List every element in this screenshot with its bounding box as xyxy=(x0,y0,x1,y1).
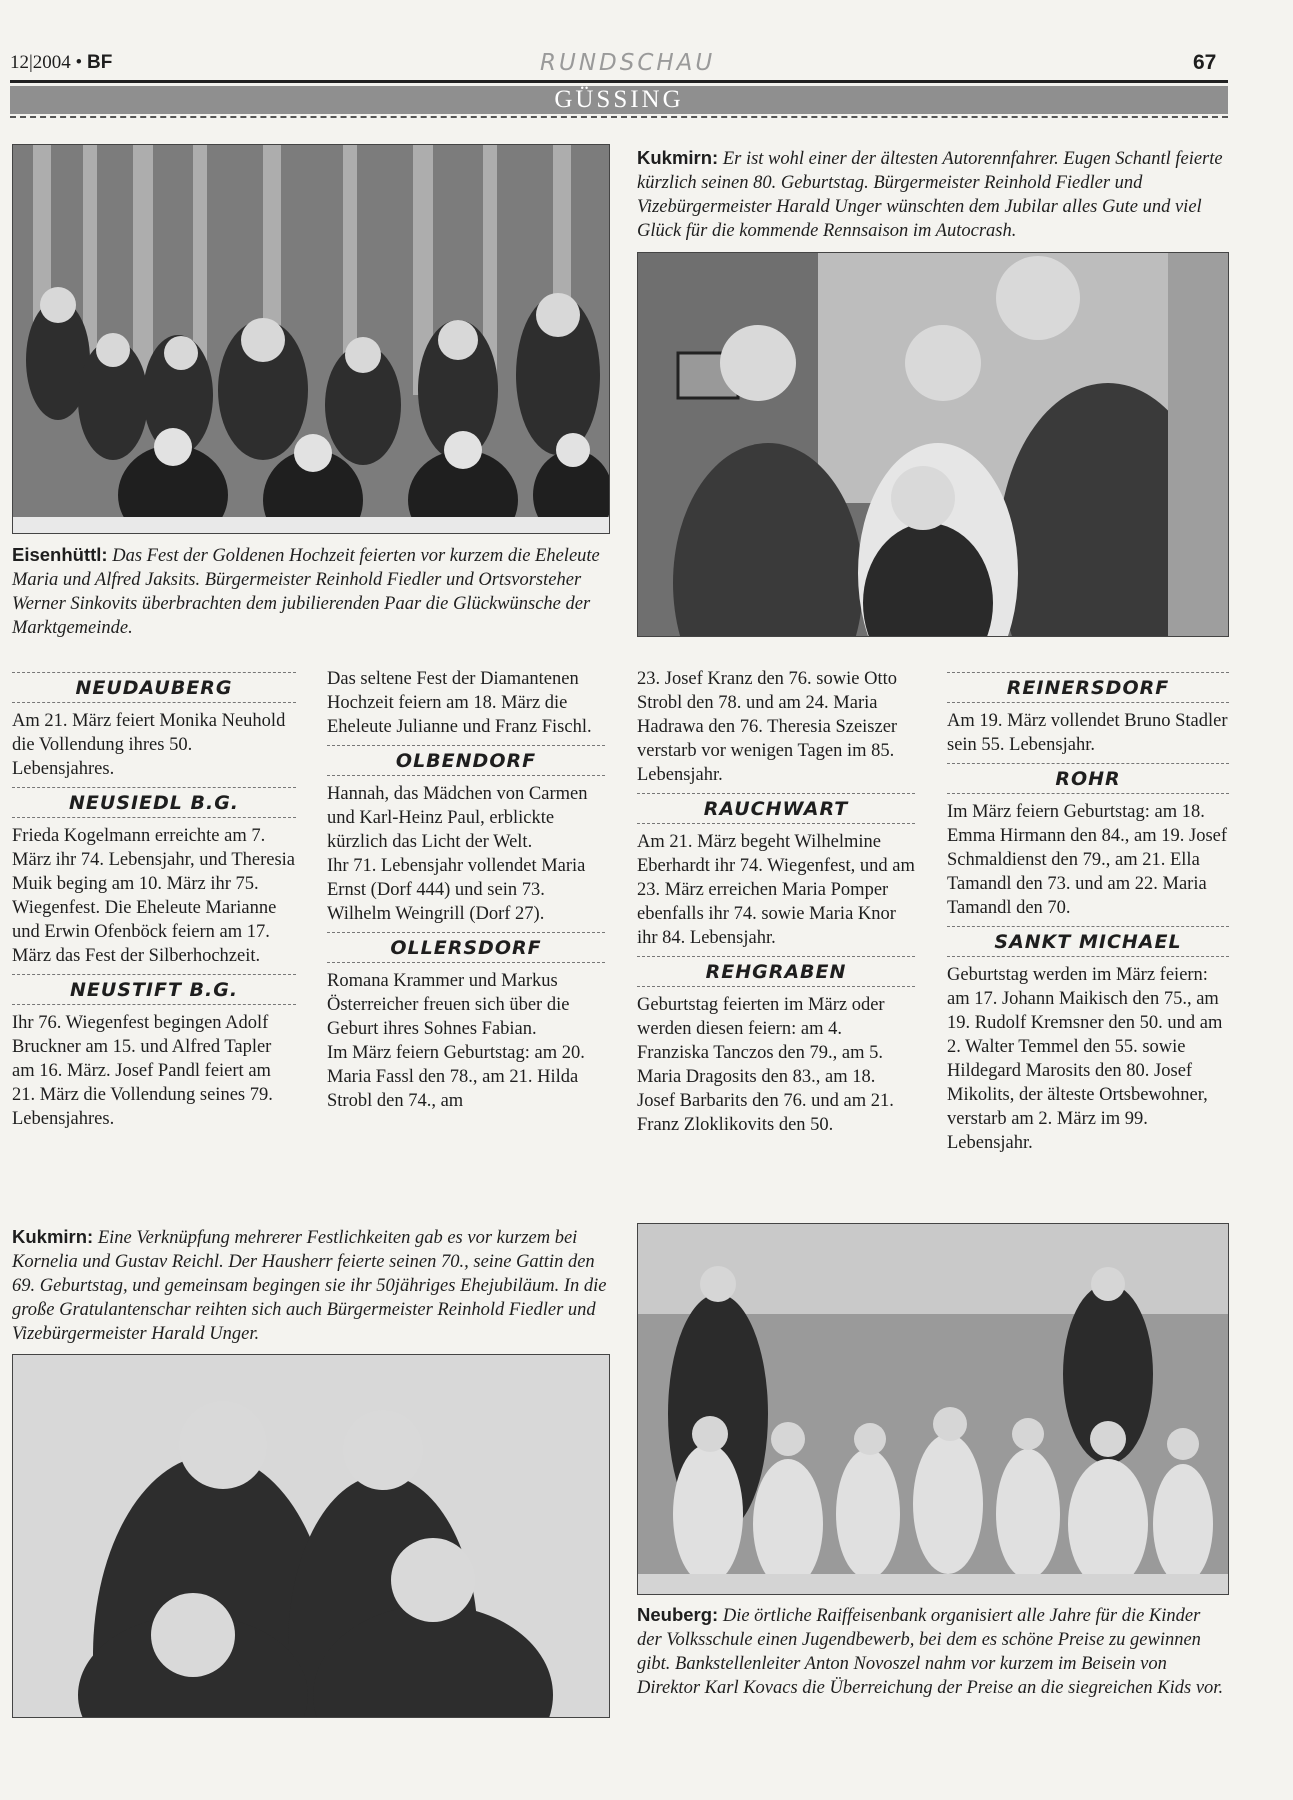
photo-eisenhuettl-group xyxy=(12,144,610,534)
photo-kukmirn-schantl xyxy=(637,252,1229,637)
article-olbendorf-birthday: Ihr 71. Lebensjahr vollendet Maria Ernst (Dorf 444) und sein 73. Wilhelm Weingrill (Dorf 27). xyxy=(327,856,586,924)
article-rehgraben: Geburtstag feierten im März oder werden diesen feiern: am 4. Franziska Tanczos den 79., am 5. Maria Dragosits den 83., am 18. Josef Barbarits den 76. und am 21. Franz Zloklikovits den 50. xyxy=(637,995,894,1135)
article-ollersdorf-birth: Romana Krammer und Markus Österreicher freuen sich über die Geburt ihres Sohnes Fabian. xyxy=(327,971,570,1039)
caption-text: Er ist wohl einer der ältesten Autorennfahrer. Eugen Schantl feierte kürzlich seinen 80. Geburtstag. Bürgermeister Reinhold Fiedler und Vizebürgermeister Harald Unger wünschten dem Jubilar alles Gute und viel Glück für die kommende Rennsaison im Autocrash. xyxy=(637,149,1223,241)
article-diamond-wedding: Das seltene Fest der Diamantenen Hochzeit feiern am 18. März die Eheleute Julianne und Franz Fischl. xyxy=(327,669,592,737)
article-rohr: Im März feiern Geburtstag: am 18. Emma Hirmann den 84., am 19. Josef Schmaldienst den 79., am 21. Ella Tamandl den 73. und am 22. Maria Tamandl den 70. xyxy=(947,802,1228,918)
caption-place: Neuberg: xyxy=(637,1604,719,1625)
heading-rehgraben: REHGRABEN xyxy=(637,956,915,987)
article-ollersdorf-continued: 23. Josef Kranz den 76. sowie Otto Strobl den 78. und am 24. Maria Hadrawa den 76. Theresia Szeiszer verstarb vor wenigen Tagen im 85. Lebensjahr. xyxy=(637,669,898,785)
caption-eisenhuettl xyxy=(12,543,608,640)
heading-olbendorf: OLBENDORF xyxy=(327,745,605,776)
caption-kukmirn-top xyxy=(637,146,1227,243)
heading-neustift: NEUSTIFT B.G. xyxy=(12,974,296,1005)
section-divider xyxy=(10,116,1228,118)
caption-neuberg xyxy=(637,1603,1227,1700)
heading-neusiedl: NEUSIEDL B.G. xyxy=(12,787,296,818)
page-number: 67 xyxy=(1193,51,1217,74)
column-3 xyxy=(637,667,915,1137)
column-4 xyxy=(947,672,1229,1155)
column-1 xyxy=(12,672,296,1131)
caption-place: Eisenhüttl: xyxy=(12,544,108,565)
brand-label: BF xyxy=(86,52,113,73)
magazine-title: RUNDSCHAU xyxy=(540,50,716,76)
heading-ollersdorf: OLLERSDORF xyxy=(327,932,605,963)
article-neustift: Ihr 76. Wiegenfest begingen Adolf Bruckner am 15. und Alfred Tapler am 16. März. Josef Pandl feiert am 21. März die Vollendung seines 79. Lebensjahres. xyxy=(12,1013,273,1129)
heading-neudauberg: NEUDAUBERG xyxy=(12,672,296,703)
article-neusiedl: Frieda Kogelmann erreichte am 7. März ihr 74. Lebensjahr, und Theresia Muik beging am 10. März ihr 75. Wiegenfest. Die Eheleute Marianne und Erwin Ofenböck feiern am 17. März das Fest der Silberhochzeit. xyxy=(12,826,296,966)
caption-text: Die örtliche Raiffeisenbank organisiert alle Jahre für die Kinder der Volksschule einen Jugendbewerb, bei dem es schöne Preise zu gewinnen gibt. Bankstellenleiter Anton Novoszel nahm vor kurzem im Beisein von Direktor Karl Kovacs die Überreichung der Preise an die siegreichen Kids vor. xyxy=(637,1606,1224,1698)
article-ollersdorf-birthday: Im März feiern Geburtstag: am 20. Maria Fassl den 78., am 21. Hilda Strobl den 74., am xyxy=(327,1043,585,1111)
header-rule xyxy=(10,80,1228,83)
heading-reinersdorf: REINERSDORF xyxy=(947,672,1229,703)
photo-neuberg-children xyxy=(637,1223,1229,1595)
column-2 xyxy=(327,667,605,1113)
caption-place: Kukmirn: xyxy=(637,147,719,168)
article-reinersdorf: Am 19. März vollendet Bruno Stadler sein 55. Lebensjahr. xyxy=(947,711,1228,755)
heading-sankt-michael: SANKT MICHAEL xyxy=(947,926,1229,957)
issue-date xyxy=(10,52,112,74)
caption-place: Kukmirn: xyxy=(12,1226,94,1247)
heading-rauchwart: RAUCHWART xyxy=(637,793,915,824)
section-title: GÜSSING xyxy=(554,86,684,113)
caption-text: Das Fest der Goldenen Hochzeit feierten vor kurzem die Eheleute Maria und Alfred Jaksits. Bürgermeister Reinhold Fiedler und Ortsvorsteher Werner Sinkovits überbrachten dem jubilierenden Paar die Glückwünsche der Marktgemeinde. xyxy=(12,546,600,638)
article-sankt-michael: Geburtstag werden im März feiern: am 17. Johann Maikisch den 75., am 19. Rudolf Kremsner den 50. und am 2. Walter Temmel den 55. sowie Hildegard Marosits den 80. Josef Mikolits, der älteste Ortsbewohner, verstarb am 2. März im 99. Lebensjahr. xyxy=(947,965,1223,1153)
caption-text: Eine Verknüpfung mehrerer Festlichkeiten gab es vor kurzem bei Kornelia und Gustav Reichl. Der Hausherr feierte seinen 70., seine Gattin den 69. Geburtstag, und gemeinsam begingen sie ihr 50jähriges Ehejubiläum. In die große Gratulantenschar reihten sich auch Bürgermeister Reinhold Fiedler und Vizebürgermeister Harald Unger. xyxy=(12,1228,607,1344)
issue-label: 12|2004 • xyxy=(10,52,83,73)
photo-kukmirn-reichl xyxy=(12,1354,610,1718)
heading-rohr: ROHR xyxy=(947,763,1229,794)
article-rauchwart: Am 21. März begeht Wilhelmine Eberhardt ihr 74. Wiegenfest, und am 23. März erreichen Maria Pomper ebenfalls ihr 74. sowie Maria Knor ihr 84. Lebensjahr. xyxy=(637,832,915,948)
article-neudauberg: Am 21. März feiert Monika Neuhold die Vollendung ihres 50. Lebensjahres. xyxy=(12,711,286,779)
article-olbendorf-birth: Hannah, das Mädchen von Carmen und Karl-Heinz Paul, erblickte kürzlich das Licht der Welt. xyxy=(327,784,588,852)
caption-kukmirn-bottom xyxy=(12,1225,608,1346)
